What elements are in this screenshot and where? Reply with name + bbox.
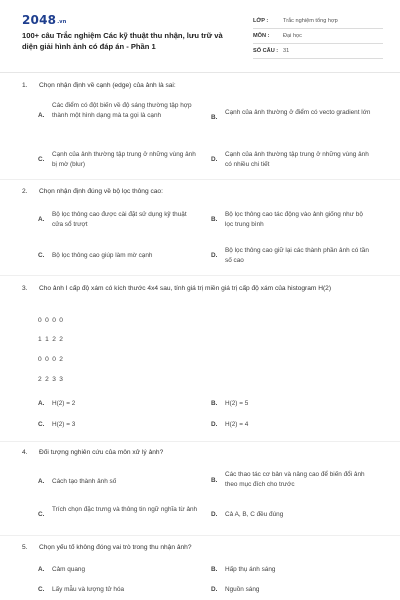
option-3d[interactable] — [211, 420, 371, 430]
option-letter: B. — [211, 566, 218, 573]
option-5b[interactable] — [211, 565, 371, 575]
meta-value: Trắc nghiệm tổng hợp — [283, 18, 338, 24]
meta-key: SỐ CÂU : — [253, 48, 279, 54]
option-5d[interactable] — [211, 585, 371, 595]
question-number: 4. — [22, 449, 28, 456]
option-text: Các điểm có đột biến về độ sáng thường tập hợp thành một hình dạng mà ta gọi là cạnh — [52, 102, 192, 119]
option-5a[interactable] — [38, 565, 198, 575]
matrix-row: 2 2 3 3 — [38, 376, 64, 383]
option-1a[interactable] — [38, 101, 198, 120]
option-letter: B. — [211, 216, 218, 223]
option-letter: C. — [38, 252, 45, 259]
question-separator — [0, 179, 400, 180]
question-separator — [0, 275, 400, 276]
question-4 — [22, 448, 382, 458]
matrix-row: 0 0 0 2 — [38, 356, 64, 363]
question-separator — [0, 441, 400, 442]
option-4d[interactable] — [211, 510, 371, 520]
option-letter: D. — [211, 586, 218, 593]
option-letter: A. — [38, 216, 45, 223]
meta-value: Đại học — [283, 33, 302, 39]
matrix-row: 0 0 0 0 — [38, 317, 64, 324]
option-4a[interactable] — [38, 477, 198, 487]
question-text: Cho ảnh I cấp độ xám có kích thước 4x4 sau, tính giá trị miền giá trị cấp độ xám của histogram H(2) — [39, 285, 332, 292]
option-text: H(2) = 3 — [52, 421, 76, 428]
question-number: 3. — [22, 285, 28, 292]
meta-value: 31 — [283, 48, 290, 54]
question-text: Đối tượng nghiên cứu của môn xử lý ảnh? — [39, 449, 164, 456]
option-text: H(2) = 4 — [225, 421, 249, 428]
question-5 — [22, 543, 382, 553]
option-4b[interactable] — [211, 470, 371, 489]
logo-main: 2048 — [22, 13, 57, 27]
option-text: Cạnh của ảnh thường tập trung ở những vùng ảnh có nhiều chi tiết — [225, 151, 369, 168]
question-text: Chọn yếu tố không đóng vai trò trong thu nhận ảnh? — [39, 544, 192, 551]
option-letter: D. — [211, 421, 218, 428]
option-1c[interactable] — [38, 150, 198, 169]
option-letter: C. — [38, 156, 45, 163]
logo-sub: .vn — [57, 19, 67, 25]
option-2c[interactable] — [38, 251, 198, 261]
option-text: Trích chọn đặc trưng và thông tin ngữ nghĩa từ ảnh — [52, 506, 198, 513]
matrix-row: 1 1 2 2 — [38, 336, 64, 343]
meta-key: LỚP : — [253, 18, 269, 24]
question-2 — [22, 187, 382, 197]
option-text: Lấy mẫu và lượng tử hóa — [52, 586, 125, 593]
question-separator — [0, 535, 400, 536]
option-1b[interactable] — [211, 108, 371, 121]
question-text: Chọn nhận định về cạnh (edge) của ảnh là sai: — [39, 82, 176, 89]
option-letter: C. — [38, 421, 45, 428]
option-text: H(2) = 2 — [52, 400, 76, 407]
option-letter: D. — [211, 252, 218, 259]
page-title: 100+ câu Trắc nghiệm Các kỹ thuật thu nhận, lưu trữ và diện giải hình ảnh có đáp án - Phần 1 — [22, 31, 223, 51]
option-letter: B. — [211, 477, 218, 484]
option-letter: A. — [38, 112, 45, 119]
question-number: 2. — [22, 188, 28, 195]
option-2d[interactable] — [211, 246, 371, 265]
option-2a[interactable] — [38, 210, 198, 229]
question-number: 1. — [22, 82, 28, 89]
option-text: Hấp thụ ánh sáng — [225, 566, 276, 573]
option-letter: C. — [38, 586, 45, 593]
option-text: Bộ lọc thông cao tác động vào ảnh giống như bộ lọc trung bình — [225, 211, 363, 228]
question-number: 5. — [22, 544, 28, 551]
option-text: Cảm quang — [52, 566, 86, 573]
option-4c[interactable] — [38, 505, 198, 518]
question-1 — [22, 81, 382, 91]
option-letter: A. — [38, 400, 45, 407]
option-text: Cạnh của ảnh thường ở điểm có vecto gradient lớn — [225, 109, 371, 116]
question-3 — [22, 284, 382, 294]
option-letter: A. — [38, 478, 45, 485]
option-3c[interactable] — [38, 420, 198, 430]
option-text: Nguồn sáng — [225, 586, 260, 593]
option-text: Bộ lọc thông cao giúp làm mờ cạnh — [52, 252, 153, 259]
option-5c[interactable] — [38, 585, 198, 595]
meta-key: MÔN : — [253, 33, 270, 39]
option-letter: B. — [211, 114, 218, 121]
option-text: H(2) = 5 — [225, 400, 249, 407]
option-letter: C. — [38, 511, 45, 518]
option-text: Cách tạo thành ảnh số — [52, 478, 117, 485]
option-text: Các thao tác cơ bản và nâng cao để biến đổi ảnh theo mục đích cho trước — [225, 471, 365, 488]
option-text: Cả A, B, C đều đúng — [225, 511, 284, 518]
option-3a[interactable] — [38, 399, 198, 409]
option-letter: B. — [211, 400, 218, 407]
question-text: Chọn nhận định đúng về bộ lọc thông cao: — [39, 188, 163, 195]
option-letter: D. — [211, 511, 218, 518]
option-text: Bộ lọc thông cao giữ lại các thành phần ảnh có tần số cao — [225, 247, 369, 264]
option-text: Bộ lọc thông cao được cài đặt sử dụng kỹ thuật cửa sổ trượt — [52, 211, 187, 228]
option-2b[interactable] — [211, 210, 371, 229]
option-3b[interactable] — [211, 399, 371, 409]
option-letter: D. — [211, 156, 218, 163]
option-letter: A. — [38, 566, 45, 573]
option-1d[interactable] — [211, 150, 371, 169]
option-text: Cạnh của ảnh thường tập trung ở những vùng ảnh bị mờ (blur) — [52, 151, 196, 168]
